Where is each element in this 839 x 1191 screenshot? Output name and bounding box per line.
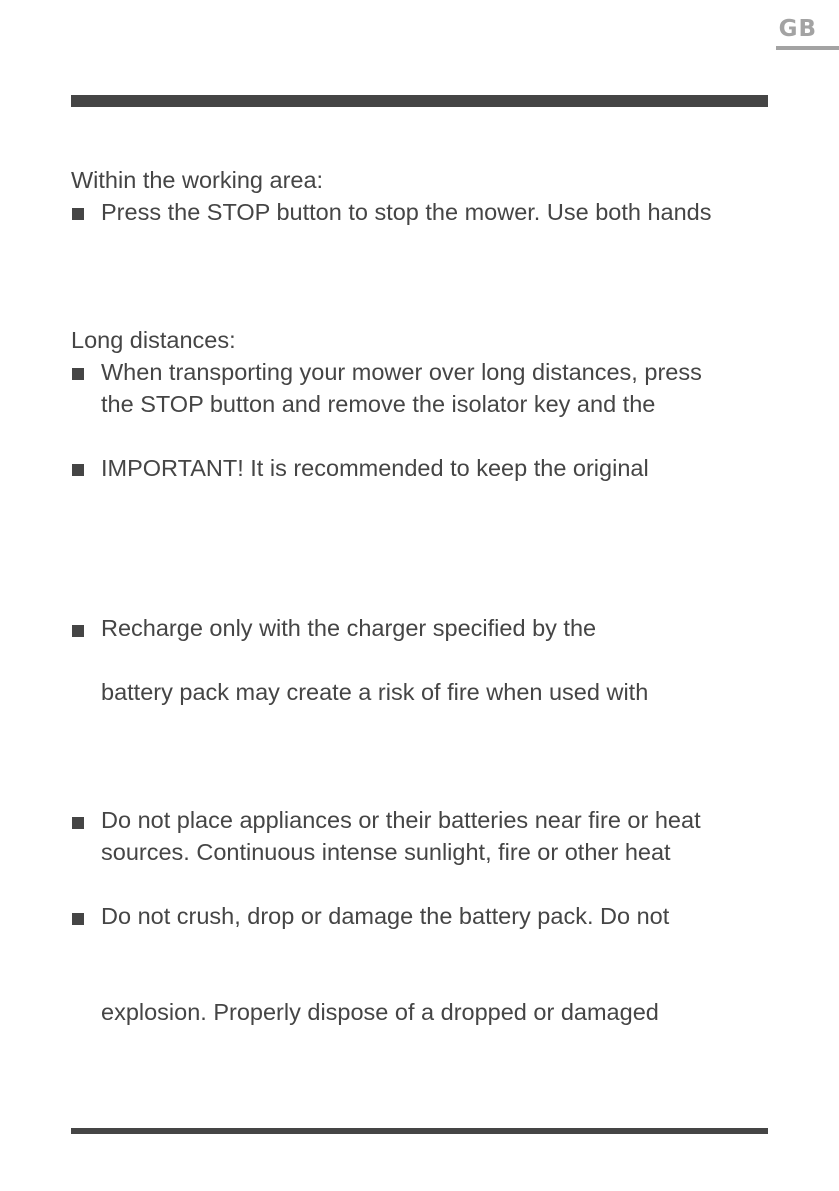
battery-bullet-2-line-2: sources. Continuous intense sunlight, fire or other heat [101,839,671,865]
working-area-heading: Within the working area: [71,167,324,193]
language-tag: GB [778,16,817,42]
long-distances-bullet-2-line-1: IMPORTANT! It is recommended to keep the original [101,455,649,481]
battery-bullet-1-line-1: Recharge only with the charger specified by the [101,615,597,641]
bullet-square-icon [72,817,84,829]
working-area-bullet-1-line-1: Press the STOP button to stop the mower. Use both hands [101,199,712,225]
bullet-square-icon [72,464,84,476]
long-distances-bullet-1-line-1: When transporting your mower over long distances, press [101,359,702,385]
bullet-square-icon [72,208,84,220]
language-tag-underline [776,46,839,50]
battery-bullet-2-line-1: Do not place appliances or their batteries near fire or heat [101,807,701,833]
battery-bullet-1-line-2: battery pack may create a risk of fire when used with [101,679,649,705]
bullet-square-icon [72,913,84,925]
long-distances-heading: Long distances: [71,327,236,353]
top-divider-bar [71,95,768,107]
long-distances-bullet-1-line-2: the STOP button and remove the isolator key and the [101,391,656,417]
battery-bullet-3-line-1: Do not crush, drop or damage the battery pack. Do not [101,903,670,929]
bullet-square-icon [72,368,84,380]
bottom-divider-bar [71,1128,768,1134]
bullet-square-icon [72,625,84,637]
battery-bullet-3-line-2: explosion. Properly dispose of a dropped or damaged [101,999,659,1025]
